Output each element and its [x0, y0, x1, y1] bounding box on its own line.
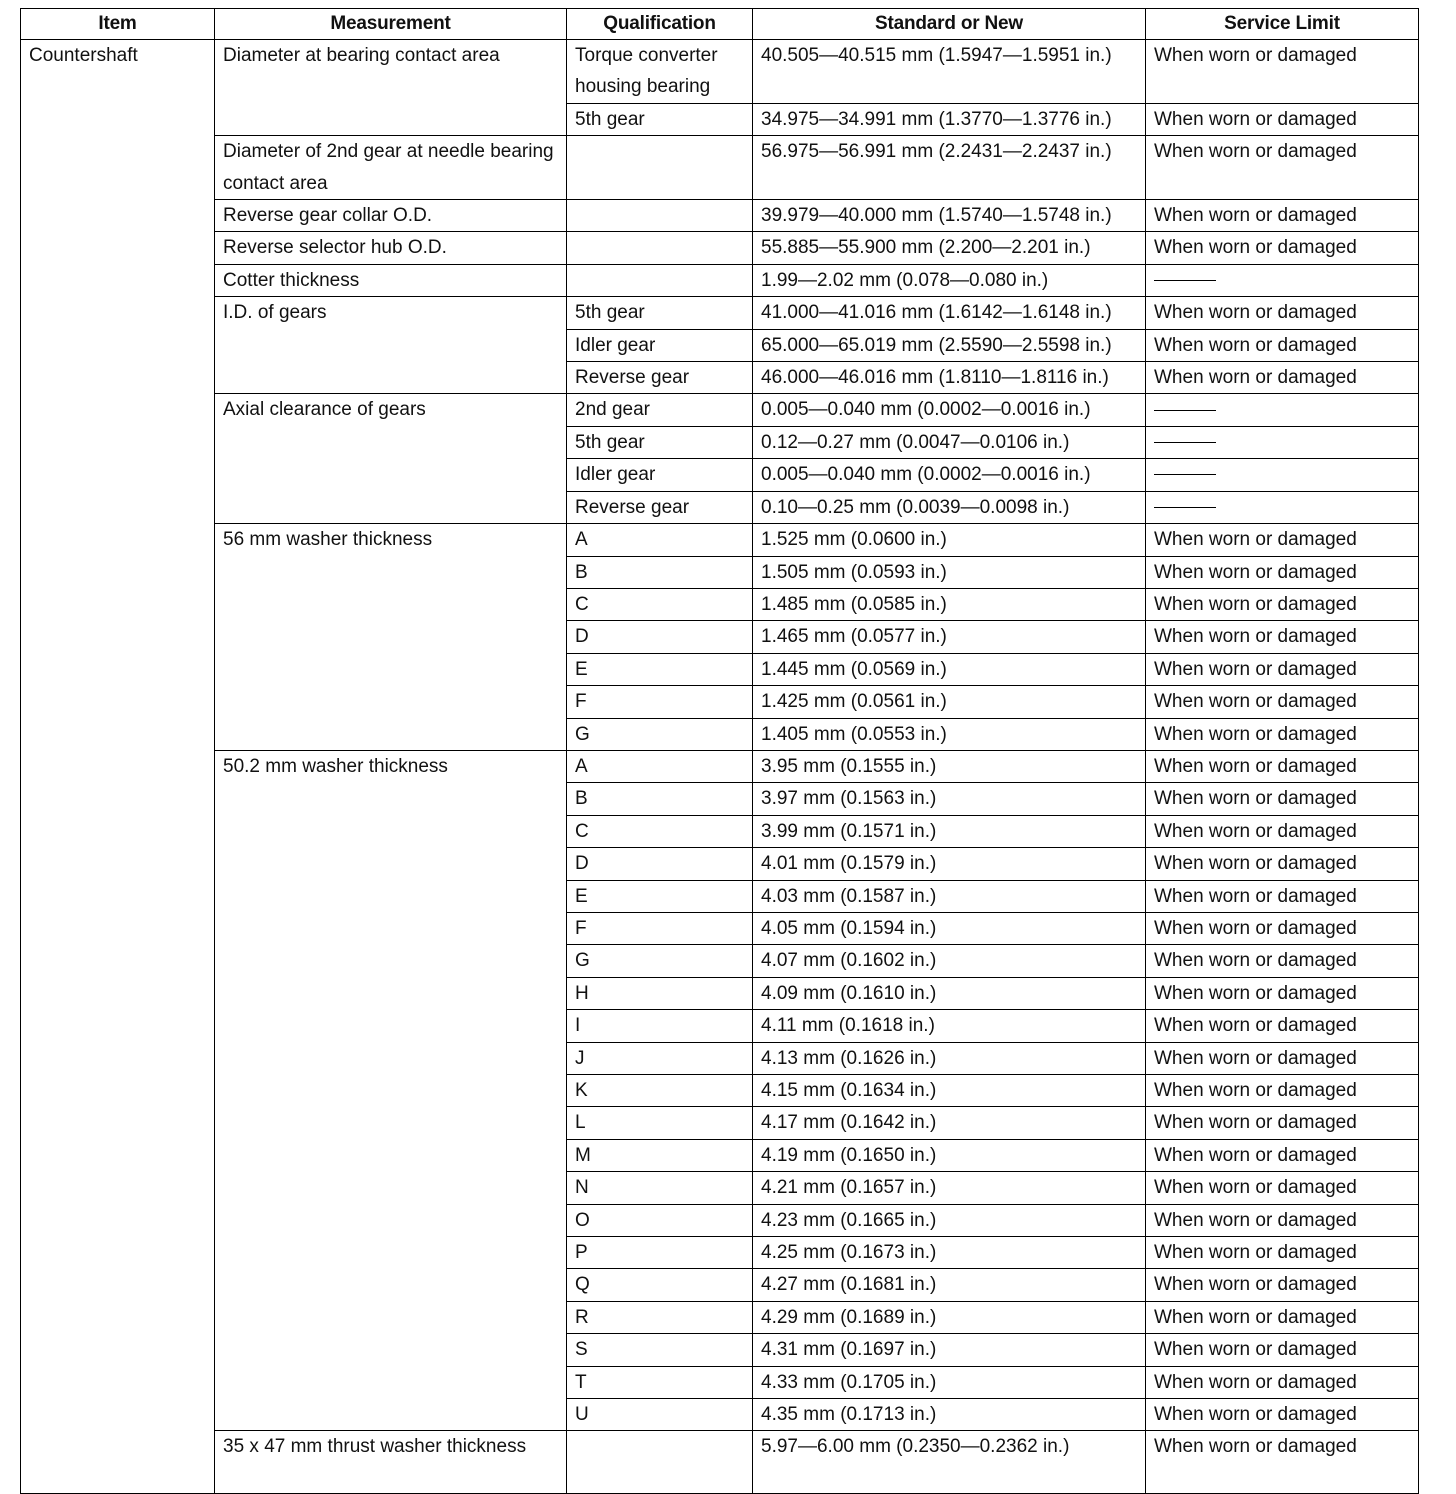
service-limit-cell: When worn or damaged — [1146, 1431, 1419, 1494]
standard-cell: 1.99—2.02 mm (0.078—0.080 in.) — [753, 264, 1146, 296]
service-limit-cell — [1146, 426, 1419, 458]
service-limit-cell: When worn or damaged — [1146, 1010, 1419, 1042]
no-limit-dash — [1154, 474, 1216, 475]
measurement-cell: 35 x 47 mm thrust washer thickness — [215, 1431, 567, 1494]
service-limit-cell: When worn or damaged — [1146, 103, 1419, 135]
qualification-cell: N — [567, 1172, 753, 1204]
service-limit-cell: When worn or damaged — [1146, 912, 1419, 944]
service-limit-cell: When worn or damaged — [1146, 686, 1419, 718]
standard-cell: 1.485 mm (0.0585 in.) — [753, 588, 1146, 620]
service-limit-cell: When worn or damaged — [1146, 1042, 1419, 1074]
service-limit-cell: When worn or damaged — [1146, 1075, 1419, 1107]
standard-cell: 4.03 mm (0.1587 in.) — [753, 880, 1146, 912]
service-limit-cell: When worn or damaged — [1146, 1172, 1419, 1204]
standard-cell: 40.505—40.515 mm (1.5947—1.5951 in.) — [753, 40, 1146, 104]
service-limit-cell: When worn or damaged — [1146, 1334, 1419, 1366]
table-row — [21, 1431, 1419, 1494]
standard-cell: 1.525 mm (0.0600 in.) — [753, 524, 1146, 556]
standard-cell: 0.005—0.040 mm (0.0002—0.0016 in.) — [753, 459, 1146, 491]
table-row — [21, 524, 1419, 556]
qualification-cell: D — [567, 621, 753, 653]
qualification-cell: F — [567, 912, 753, 944]
measurement-cell: I.D. of gears — [215, 297, 567, 394]
service-limit-cell: When worn or damaged — [1146, 1366, 1419, 1398]
qualification-cell: K — [567, 1075, 753, 1107]
service-limit-cell — [1146, 394, 1419, 426]
service-limit-cell: When worn or damaged — [1146, 40, 1419, 104]
service-limit-cell: When worn or damaged — [1146, 524, 1419, 556]
measurement-cell: Axial clearance of gears — [215, 394, 567, 524]
service-limit-cell: When worn or damaged — [1146, 621, 1419, 653]
qualification-cell: 2nd gear — [567, 394, 753, 426]
standard-cell: 34.975—34.991 mm (1.3770—1.3776 in.) — [753, 103, 1146, 135]
standard-cell: 0.12—0.27 mm (0.0047—0.0106 in.) — [753, 426, 1146, 458]
measurement-cell: 50.2 mm washer thickness — [215, 750, 567, 1431]
standard-cell: 4.21 mm (0.1657 in.) — [753, 1172, 1146, 1204]
standard-cell: 4.25 mm (0.1673 in.) — [753, 1237, 1146, 1269]
service-limit-cell: When worn or damaged — [1146, 1204, 1419, 1236]
qualification-cell: E — [567, 880, 753, 912]
table-row — [21, 232, 1419, 264]
service-limit-cell: When worn or damaged — [1146, 232, 1419, 264]
qualification-cell: B — [567, 783, 753, 815]
qualification-cell: A — [567, 524, 753, 556]
measurement-cell: 56 mm washer thickness — [215, 524, 567, 751]
standard-cell: 4.07 mm (0.1602 in.) — [753, 945, 1146, 977]
standard-cell: 4.19 mm (0.1650 in.) — [753, 1139, 1146, 1171]
qualification-cell: A — [567, 750, 753, 782]
standard-cell: 65.000—65.019 mm (2.5590—2.5598 in.) — [753, 329, 1146, 361]
measurement-cell: Diameter of 2nd gear at needle bearing contact area — [215, 136, 567, 200]
service-limit-cell — [1146, 459, 1419, 491]
no-limit-dash — [1154, 410, 1216, 411]
qualification-cell: C — [567, 588, 753, 620]
standard-cell: 4.11 mm (0.1618 in.) — [753, 1010, 1146, 1042]
no-limit-dash — [1154, 280, 1216, 281]
qualification-cell: Torque converter housing bearing — [567, 40, 753, 104]
service-limit-cell: When worn or damaged — [1146, 945, 1419, 977]
qualification-cell: G — [567, 945, 753, 977]
standard-cell: 1.445 mm (0.0569 in.) — [753, 653, 1146, 685]
qualification-cell: T — [567, 1366, 753, 1398]
service-limit-cell: When worn or damaged — [1146, 200, 1419, 232]
service-limit-cell: When worn or damaged — [1146, 815, 1419, 847]
qualification-cell: E — [567, 653, 753, 685]
qualification-cell: B — [567, 556, 753, 588]
service-limit-cell: When worn or damaged — [1146, 1399, 1419, 1431]
table-row — [21, 297, 1419, 329]
header-row — [21, 9, 1419, 40]
qualification-cell — [567, 136, 753, 200]
standard-cell: 56.975—56.991 mm (2.2431—2.2437 in.) — [753, 136, 1146, 200]
standard-cell: 39.979—40.000 mm (1.5740—1.5748 in.) — [753, 200, 1146, 232]
measurement-cell: Reverse gear collar O.D. — [215, 200, 567, 232]
service-limit-cell: When worn or damaged — [1146, 329, 1419, 361]
service-limit-cell — [1146, 264, 1419, 296]
service-limit-cell: When worn or damaged — [1146, 880, 1419, 912]
qualification-cell: L — [567, 1107, 753, 1139]
qualification-cell: U — [567, 1399, 753, 1431]
standard-cell: 4.17 mm (0.1642 in.) — [753, 1107, 1146, 1139]
service-limit-cell: When worn or damaged — [1146, 750, 1419, 782]
qualification-cell: M — [567, 1139, 753, 1171]
qualification-cell: 5th gear — [567, 103, 753, 135]
service-limit-cell: When worn or damaged — [1146, 588, 1419, 620]
standard-cell: 4.09 mm (0.1610 in.) — [753, 977, 1146, 1009]
standard-cell: 4.05 mm (0.1594 in.) — [753, 912, 1146, 944]
service-limit-cell: When worn or damaged — [1146, 1269, 1419, 1301]
qualification-cell: 5th gear — [567, 297, 753, 329]
standard-cell: 1.505 mm (0.0593 in.) — [753, 556, 1146, 588]
spec-table — [20, 8, 1419, 1494]
qualification-cell: 5th gear — [567, 426, 753, 458]
service-limit-cell: When worn or damaged — [1146, 1107, 1419, 1139]
service-limit-cell: When worn or damaged — [1146, 848, 1419, 880]
standard-cell: 4.01 mm (0.1579 in.) — [753, 848, 1146, 880]
service-limit-cell: When worn or damaged — [1146, 718, 1419, 750]
standard-cell: 41.000—41.016 mm (1.6142—1.6148 in.) — [753, 297, 1146, 329]
qualification-cell: Reverse gear — [567, 362, 753, 394]
service-limit-cell: When worn or damaged — [1146, 1139, 1419, 1171]
qualification-cell: G — [567, 718, 753, 750]
standard-cell: 1.465 mm (0.0577 in.) — [753, 621, 1146, 653]
header-qualification: Qualification — [567, 9, 753, 40]
table-row — [21, 136, 1419, 200]
qualification-cell: Reverse gear — [567, 491, 753, 523]
table-row — [21, 264, 1419, 296]
standard-cell: 5.97—6.00 mm (0.2350—0.2362 in.) — [753, 1431, 1146, 1494]
qualification-cell: I — [567, 1010, 753, 1042]
standard-cell: 0.005—0.040 mm (0.0002—0.0016 in.) — [753, 394, 1146, 426]
no-limit-dash — [1154, 507, 1216, 508]
qualification-cell: Idler gear — [567, 329, 753, 361]
qualification-cell — [567, 1431, 753, 1494]
qualification-cell: F — [567, 686, 753, 718]
standard-cell: 4.31 mm (0.1697 in.) — [753, 1334, 1146, 1366]
qualification-cell: S — [567, 1334, 753, 1366]
header-measurement: Measurement — [215, 9, 567, 40]
standard-cell: 55.885—55.900 mm (2.200—2.201 in.) — [753, 232, 1146, 264]
standard-cell: 3.99 mm (0.1571 in.) — [753, 815, 1146, 847]
measurement-cell: Cotter thickness — [215, 264, 567, 296]
standard-cell: 4.13 mm (0.1626 in.) — [753, 1042, 1146, 1074]
table-row — [21, 394, 1419, 426]
header-item: Item — [21, 9, 215, 40]
standard-cell: 4.15 mm (0.1634 in.) — [753, 1075, 1146, 1107]
qualification-cell: R — [567, 1301, 753, 1333]
service-limit-cell: When worn or damaged — [1146, 556, 1419, 588]
service-limit-cell: When worn or damaged — [1146, 977, 1419, 1009]
qualification-cell: O — [567, 1204, 753, 1236]
service-limit-cell: When worn or damaged — [1146, 136, 1419, 200]
standard-cell: 4.29 mm (0.1689 in.) — [753, 1301, 1146, 1333]
service-limit-cell: When worn or damaged — [1146, 783, 1419, 815]
standard-cell: 4.27 mm (0.1681 in.) — [753, 1269, 1146, 1301]
qualification-cell — [567, 264, 753, 296]
qualification-cell — [567, 200, 753, 232]
qualification-cell: J — [567, 1042, 753, 1074]
standard-cell: 1.405 mm (0.0553 in.) — [753, 718, 1146, 750]
standard-cell: 4.35 mm (0.1713 in.) — [753, 1399, 1146, 1431]
measurement-cell: Diameter at bearing contact area — [215, 40, 567, 136]
table-row — [21, 200, 1419, 232]
service-limit-cell: When worn or damaged — [1146, 1237, 1419, 1269]
service-limit-cell: When worn or damaged — [1146, 653, 1419, 685]
no-limit-dash — [1154, 442, 1216, 443]
standard-cell: 3.97 mm (0.1563 in.) — [753, 783, 1146, 815]
table-row — [21, 40, 1419, 104]
qualification-cell — [567, 232, 753, 264]
service-limit-cell: When worn or damaged — [1146, 1301, 1419, 1333]
service-limit-cell: When worn or damaged — [1146, 362, 1419, 394]
standard-cell: 46.000—46.016 mm (1.8110—1.8116 in.) — [753, 362, 1146, 394]
standard-cell: 4.23 mm (0.1665 in.) — [753, 1204, 1146, 1236]
qualification-cell: Q — [567, 1269, 753, 1301]
qualification-cell: H — [567, 977, 753, 1009]
qualification-cell: D — [567, 848, 753, 880]
header-service-limit: Service Limit — [1146, 9, 1419, 40]
service-limit-cell — [1146, 491, 1419, 523]
standard-cell: 3.95 mm (0.1555 in.) — [753, 750, 1146, 782]
qualification-cell: Idler gear — [567, 459, 753, 491]
qualification-cell: P — [567, 1237, 753, 1269]
standard-cell: 0.10—0.25 mm (0.0039—0.0098 in.) — [753, 491, 1146, 523]
standard-cell: 4.33 mm (0.1705 in.) — [753, 1366, 1146, 1398]
item-cell: Countershaft — [21, 40, 215, 1494]
standard-cell: 1.425 mm (0.0561 in.) — [753, 686, 1146, 718]
service-limit-cell: When worn or damaged — [1146, 297, 1419, 329]
header-standard: Standard or New — [753, 9, 1146, 40]
table-row — [21, 750, 1419, 782]
qualification-cell: C — [567, 815, 753, 847]
measurement-cell: Reverse selector hub O.D. — [215, 232, 567, 264]
